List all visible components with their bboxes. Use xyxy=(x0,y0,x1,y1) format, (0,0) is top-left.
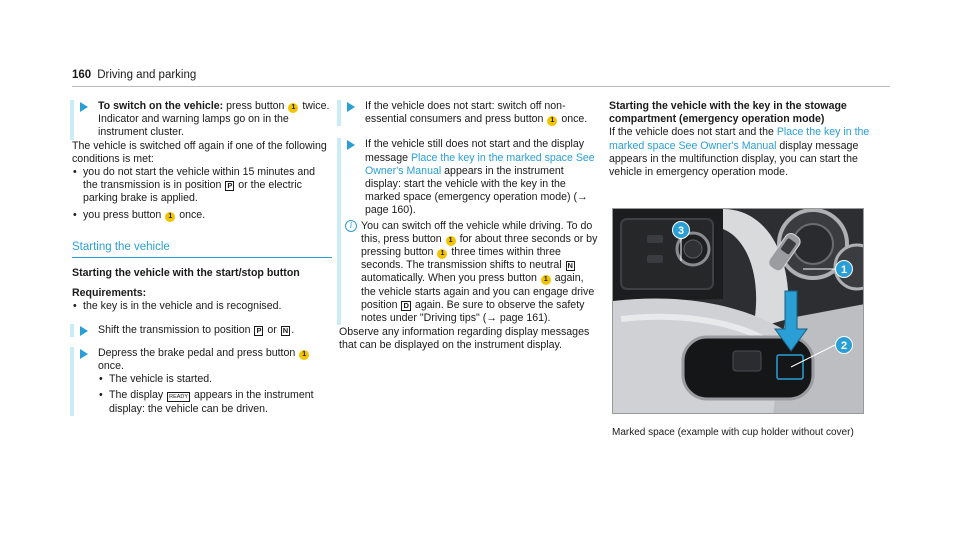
page-reference-link[interactable]: → page 161 xyxy=(486,312,545,325)
button-marker-icon: 1 xyxy=(547,116,557,126)
button-marker-icon: 1 xyxy=(165,212,175,222)
button-marker-icon: 1 xyxy=(437,249,447,259)
list-item: • The vehicle is started. xyxy=(98,373,332,386)
header-divider xyxy=(72,86,890,87)
column-3 xyxy=(609,100,871,179)
step-arrow-icon xyxy=(347,102,355,112)
stowage-compartment-photo xyxy=(612,208,864,414)
key-n-icon: N xyxy=(567,261,573,271)
info-icon: i xyxy=(345,220,357,232)
list-item: • the key is in the vehicle and is recognised. xyxy=(72,300,332,313)
info-note xyxy=(345,220,601,326)
button-marker-icon: 1 xyxy=(299,350,309,360)
section-heading xyxy=(72,241,332,258)
column-1 xyxy=(72,100,332,416)
key-n-icon: N xyxy=(282,325,289,335)
subsection-title: Starting the vehicle with the key in the stowage compartment (emergency operation mode) xyxy=(609,100,847,126)
section-title: Starting the vehicle xyxy=(72,240,170,253)
requirements-list xyxy=(72,300,332,313)
callout-1: 1 xyxy=(835,260,853,278)
step-text: If the vehicle does not start: switch off non-essential consumers and press button 1 once. xyxy=(365,100,588,126)
step-switch-on xyxy=(70,100,332,140)
list-item: • you do not start the vehicle within 15 minutes and the transmission is in position P or the electric parking brake is applied. xyxy=(72,166,332,206)
section-name: Driving and parking xyxy=(97,69,197,81)
section-divider xyxy=(72,257,332,258)
requirements-title: Requirements: xyxy=(72,287,147,300)
list-item: • The display READY appears in the instrument display: the vehicle can be driven. xyxy=(98,389,332,415)
result-list xyxy=(98,373,332,416)
step-switch-off-consumers xyxy=(337,100,601,126)
step-text: Depress the brake pedal and press button 1 once. xyxy=(98,347,332,373)
condition-list xyxy=(72,166,332,222)
key-p-icon: P xyxy=(227,181,233,191)
page-number: 160 xyxy=(72,69,92,81)
photo-caption: Marked space (example with cup holder without cover) xyxy=(612,427,854,438)
callout-2: 2 xyxy=(835,336,853,354)
step-text: Shift the transmission to position P or N . xyxy=(98,323,295,336)
callout-3: 3 xyxy=(672,221,690,239)
button-marker-icon: 1 xyxy=(541,275,551,285)
step-arrow-icon xyxy=(347,140,355,150)
step-result: Indicator and warning lamps go on in the instrument cluster. xyxy=(98,113,289,139)
display-message: Place the key in the marked space See Owner's Manual xyxy=(609,126,870,152)
step-emergency xyxy=(337,138,601,325)
step-arrow-icon xyxy=(80,326,88,336)
step-arrow-icon xyxy=(80,102,88,112)
step-arrow-icon xyxy=(80,349,88,359)
note-text: You can switch off the vehicle while driving. To do this, press button 1 for about three seconds or by pressing button 1 three times within three seconds. The transmission shifts to neutral N automatically. When you press button 1 again, the vehicle starts again and you can engage drive position D again. Be sure to observe the safety notes under "Driving tips" (→ page 161). xyxy=(361,219,598,325)
key-p-icon: P xyxy=(256,325,262,335)
paragraph: Observe any information regarding display messages that can be displayed on the instrument display. xyxy=(339,326,590,352)
step-text: To switch on the vehicle: press button 1 twice. xyxy=(98,100,330,112)
list-item: • you press button 1 once. xyxy=(72,209,332,222)
key-d-icon: D xyxy=(403,300,409,310)
button-marker-icon: 1 xyxy=(446,236,456,246)
column-2 xyxy=(339,100,601,353)
step-text: If the vehicle still does not start and the display message Place the key in the marked space See Owner's Manual appears in the instrument display: start the vehicle with the key in the marked space (emergency operation mode) (→ page 160). xyxy=(365,138,595,217)
photo-illustration xyxy=(613,209,864,414)
step-depress-brake xyxy=(70,347,332,416)
page-reference-link[interactable]: → page 160 xyxy=(365,191,588,217)
display-message: Place the key in the marked space See Owner's Manual xyxy=(365,151,595,177)
paragraph: The vehicle is switched off again if one of the following conditions is met: xyxy=(72,139,327,165)
step-shift xyxy=(70,324,332,337)
page-header xyxy=(72,69,196,82)
button-marker-icon: 1 xyxy=(288,103,298,113)
paragraph: If the vehicle does not start and the Place the key in the marked space See Owner's Manual display message appears in the multifunction display, you can start the vehicle in emergency operation mode. xyxy=(609,126,870,179)
ready-display-icon: READY xyxy=(169,394,189,401)
subsection-title: Starting the vehicle with the start/stop button xyxy=(72,267,300,280)
